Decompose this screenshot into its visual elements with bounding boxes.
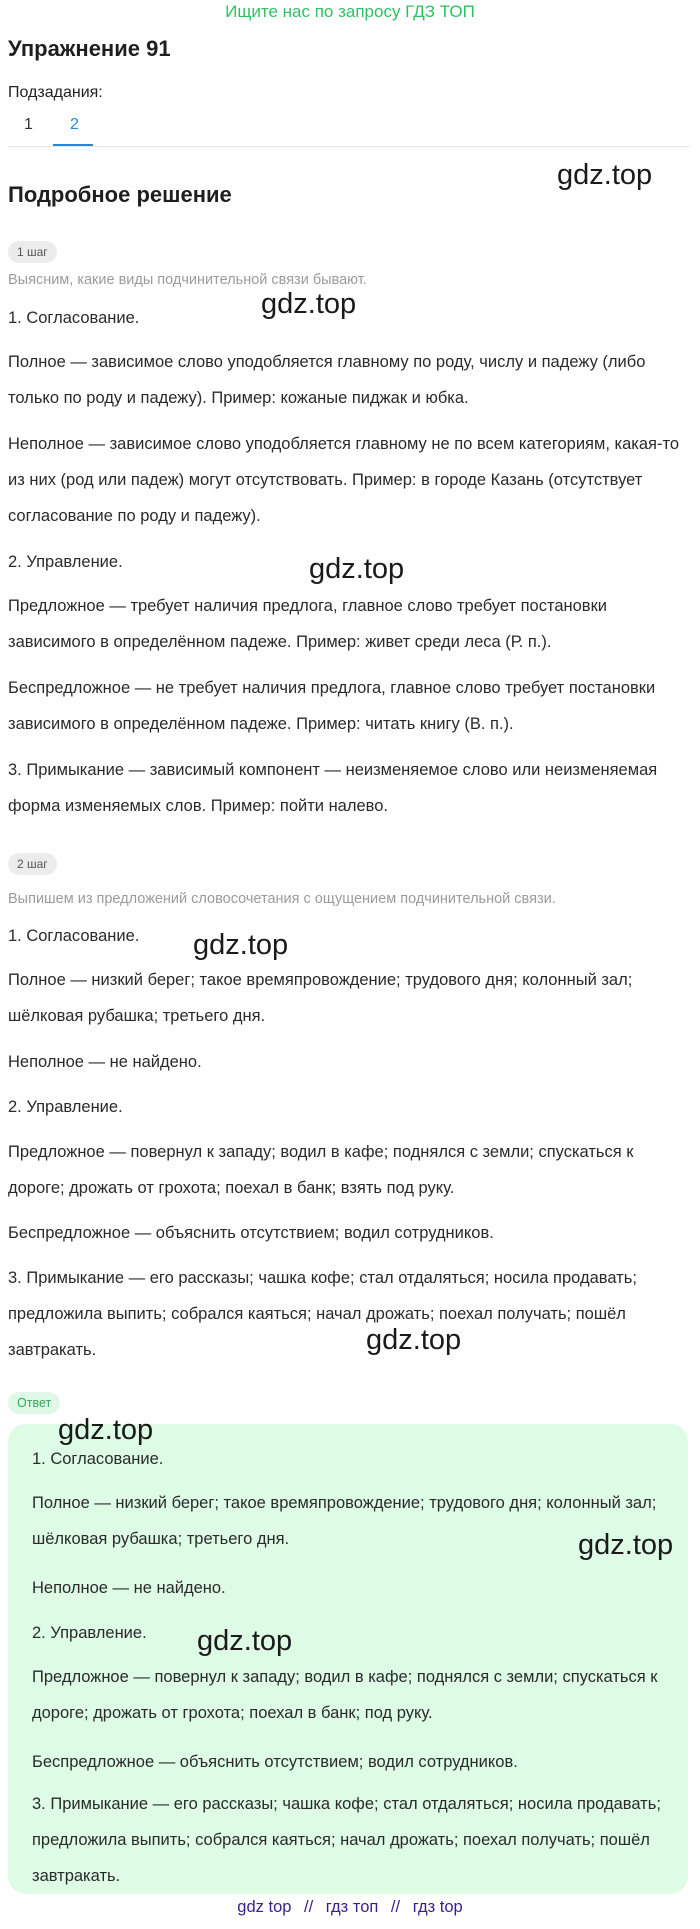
step-1-paragraph-6: Беспредложное — не требует наличия предлога, главное слово требует постановки зависимого в определённом падеже. Пример: читать книгу (В. п.).	[8, 679, 656, 733]
step-2-paragraph-3: Неполное — не найдено.	[8, 1053, 202, 1071]
step-1-paragraph-5: Предложное — требует наличия предлога, главное слово требует постановки зависимого в определённом падеже. Пример: живет среди леса (Р. п.).	[8, 597, 608, 651]
exercise-title: Упражнение 91	[8, 36, 171, 61]
footer-separator: //	[390, 1898, 401, 1916]
watermark: gdz.top	[193, 929, 289, 961]
watermark: gdz.top	[261, 288, 357, 320]
footer-link-gdz-top-mixed[interactable]: гдз top	[412, 1898, 463, 1916]
answer-badge: Ответ	[8, 1392, 60, 1414]
watermark: gdz.top	[309, 553, 405, 585]
section-title: Подробное решение	[8, 182, 232, 207]
footer-link-gdz-top-ru[interactable]: гдз топ	[325, 1898, 379, 1916]
subtask-tab-2[interactable]: 2	[70, 116, 79, 133]
answer-paragraph-4: 2. Управление.	[32, 1624, 147, 1642]
step-1-badge: 1 шаг	[8, 241, 57, 263]
footer-link-gdz-top[interactable]: gdz top	[237, 1898, 292, 1916]
step-2-paragraph-5: Предложное — повернул к западу; водил в кафе; поднялся с земли; спускаться к дороге; дрожать от грохота; поехал в банк; взять под руку.	[8, 1143, 634, 1197]
answer-paragraph-3: Неполное — не найдено.	[32, 1579, 226, 1597]
step-2-paragraph-6: Беспредложное — объяснить отсутствием; водил сотрудников.	[8, 1224, 494, 1242]
footer-links	[0, 1898, 700, 1917]
answer-paragraph-6: Беспредложное — объяснить отсутствием; водил сотрудников.	[32, 1753, 518, 1771]
watermark: gdz.top	[366, 1324, 462, 1356]
step-2-paragraph-2: Полное — низкий берег; такое времяпровождение; трудового дня; колонный зал; шёлковая рубашка; третьего дня.	[8, 971, 633, 1025]
subtask-tab-1[interactable]: 1	[24, 116, 33, 133]
footer-separator: //	[304, 1898, 314, 1916]
step-2-paragraph-7: 3. Примыкание — его рассказы; чашка кофе; стал отдаляться; носила продавать; предложила выпить; собрался каяться; начал дрожать; поехал получать; пошёл завтракать.	[8, 1269, 637, 1359]
step-1-paragraph-3: Неполное — зависимое слово уподобляется главному не по всем категориям, какая-то из них (род или падеж) могут отсутствовать. Пример: в городе Казань (отсутствует согласование по роду и падежу).	[8, 435, 679, 525]
watermark: gdz.top	[578, 1529, 674, 1561]
promo-banner[interactable]: Ищите нас по запросу ГДЗ ТОП	[225, 2, 475, 21]
watermark: gdz.top	[58, 1414, 154, 1446]
step-2-badge: 2 шаг	[8, 853, 57, 875]
answer-paragraph-7: 3. Примыкание — его рассказы; чашка кофе; стал отдаляться; носила продавать; предложила выпить; собрался каяться; начал дрожать; поехал получать; пошёл завтракать.	[32, 1795, 661, 1885]
step-2-paragraph-4: 2. Управление.	[8, 1098, 123, 1116]
step-1-paragraph-2: Полное — зависимое слово уподобляется главному по роду, числу и падежу (либо только по роду и падежу). Пример: кожаные пиджак и юбка.	[8, 353, 646, 407]
answer-paragraph-1: 1. Согласование.	[32, 1450, 164, 1468]
subtasks-label: Подзадания:	[8, 84, 103, 101]
step-1-paragraph-1: 1. Согласование.	[8, 309, 140, 327]
step-1-paragraph-7: 3. Примыкание — зависимый компонент — неизменяемое слово или неизменяемая форма изменяемых слов. Пример: пойти налево.	[8, 761, 658, 815]
answer-paragraph-2: Полное — низкий берег; такое времяпровождение; трудового дня; колонный зал; шёлковая рубашка; третьего дня.	[32, 1494, 657, 1548]
step-2-paragraph-1: 1. Согласование.	[8, 927, 140, 945]
watermark: gdz.top	[557, 159, 653, 191]
watermark: gdz.top	[197, 1625, 293, 1657]
step-2-description: Выпишем из предложений словосочетания с ощущением подчинительной связи.	[8, 891, 556, 907]
answer-paragraph-5: Предложное — повернул к западу; водил в кафе; поднялся с земли; спускаться к дороге; дрожать от грохота; поехал в банк; под руку.	[32, 1668, 658, 1722]
step-1-paragraph-4: 2. Управление.	[8, 553, 123, 571]
divider	[8, 146, 690, 147]
step-1-description: Выясним, какие виды подчинительной связи бывают.	[8, 272, 367, 288]
